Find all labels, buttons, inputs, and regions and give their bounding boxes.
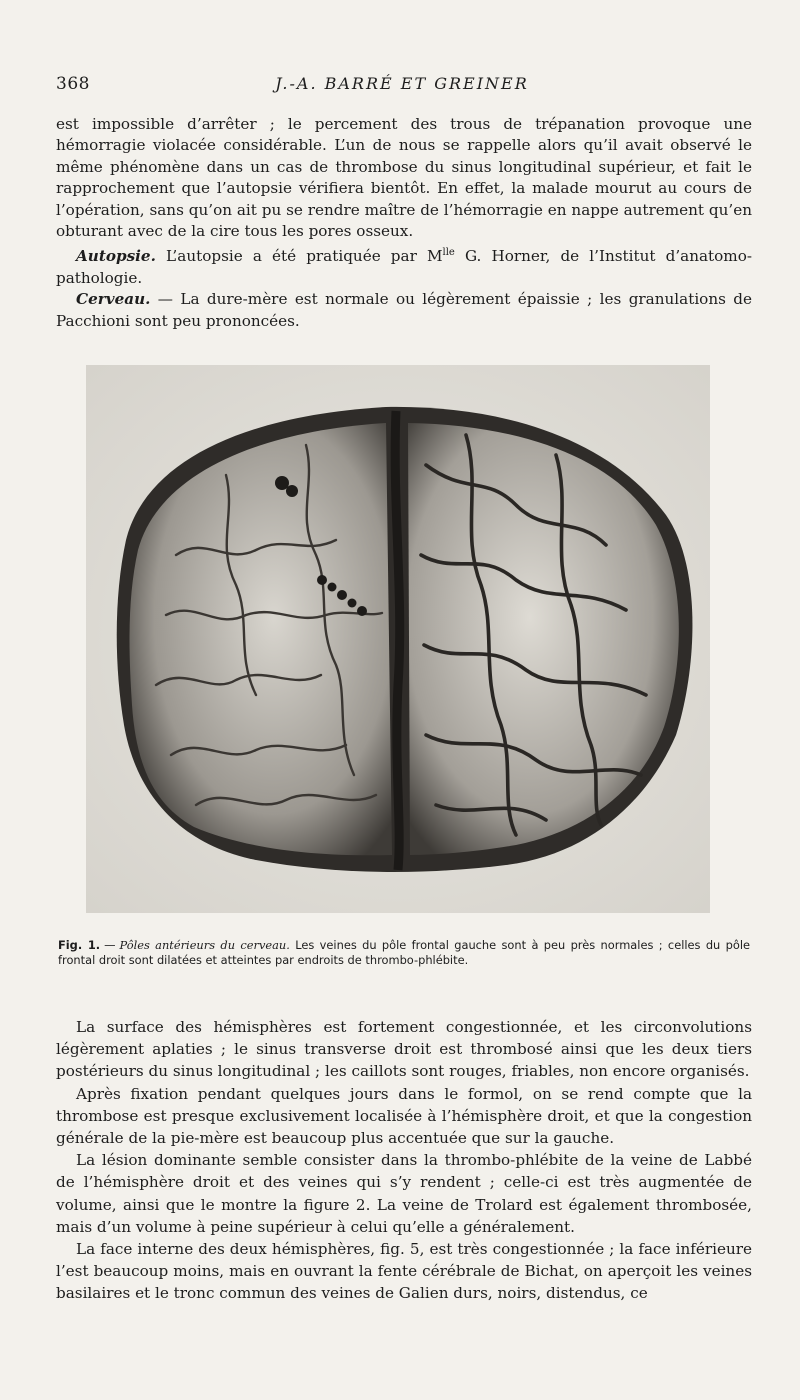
paragraph-surface: La surface des hémisphères est fortement congestionnée, et les circonvolutions légèrement aplaties ; le sinus transverse droit est thrombosé ainsi que les deux tiers postérieurs du sinus longitudinal ; les caillots sont rouges, friables, non encore organisés. [56, 1018, 752, 1081]
brain-photograph [86, 365, 710, 913]
figure-brain-photo [86, 365, 710, 913]
page-header [56, 74, 748, 100]
caption-separator: — [104, 938, 116, 952]
paragraph-fixation: Après fixation pendant quelques jours dans le formol, on se rend compte que la thrombose est presque exclusivement localisée à l’hémisphère droit, et que la congestion générale de la pie-mère est beaucoup plus accentuée que sur la gauche. [56, 1084, 752, 1148]
figure-title: Pôles antérieurs du cerveau. [119, 938, 290, 952]
running-head: J.-A. BARRÉ ET GREINER [275, 74, 529, 93]
figure-caption-text: Les veines du pôle frontal gauche sont à peu près normales ; celles du pôle frontal droit sont dilatées et atteintes par endroits de thrombo-phlébite. [58, 938, 751, 967]
cerveau-text: — La dure-mère est normale ou légèrement épaissie ; les granulations de Pacchioni sont peu prononcées. [56, 290, 752, 330]
autopsie-rest: G. Horner, de l’Institut d’anatomo-pathologie. [56, 247, 752, 287]
figure-caption [58, 938, 750, 968]
paragraph-face-interne: La face interne des deux hémisphères, fig. 5, est très congestionnée ; la face inférieure l’est beaucoup moins, mais en ouvrant la fente cérébrale de Bichat, on aperçoit les veines basilaires et le tronc commun des veines de Galien durs, noirs, distendus, ce [56, 1240, 752, 1303]
figure-number: Fig. 1. [58, 938, 101, 952]
paragraph-operation: est impossible d’arrêter ; le percement des trous de trépanation provoque une hémorragie violacée considérable. L’un de nous se rappelle alors qu’il avait observé le même phénomène dans un cas de thrombose du sinus longitudinal supérieur, et fait le rapprochement que l’autopsie vérifiera bientôt. En effet, la malade mourut au cours de l’opération, sans qu’on ait pu se rendre maître de l’hémorragie en nappe autrement qu’en obturant avec de la cire tous les pores osseux. [56, 115, 752, 241]
page-number: 368 [56, 74, 90, 94]
paragraph-autopsie [56, 242, 752, 289]
cerveau-label: Cerveau. [76, 290, 151, 309]
paragraph-lesion: La lésion dominante semble consister dans la thrombo-phlébite de la veine de Labbé de l’hémisphère droit et des veines qui s’y rendent ; celle-ci est très augmentée de volume, ainsi que le montre la figure 2. La veine de Trolard est également thrombosée, mais d’un volume à peine supérieur à celui qu’elle a généralement. [56, 1151, 752, 1236]
autopsie-superscript: lle [442, 247, 455, 259]
autopsie-text: L’autopsie a été pratiquée par M [155, 247, 443, 266]
bottom-text [56, 1016, 752, 1305]
autopsie-label: Autopsie. [76, 247, 156, 266]
top-text [56, 114, 752, 332]
paragraph-cerveau [56, 289, 752, 332]
